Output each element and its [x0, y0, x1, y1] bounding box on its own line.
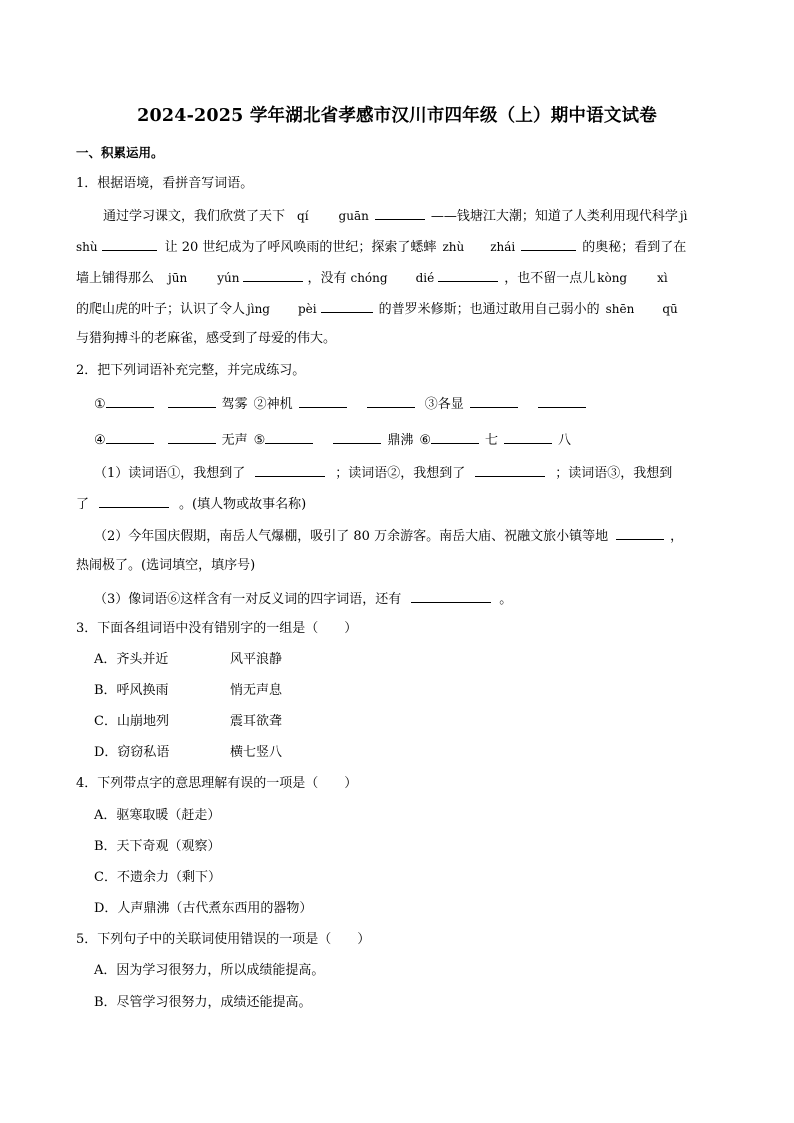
- pinyin: xì: [657, 271, 668, 285]
- word-number: ①: [94, 397, 106, 412]
- answer-blank[interactable]: [168, 393, 216, 408]
- answer-blank[interactable]: [470, 393, 518, 408]
- option-label: D．窃窃私语: [94, 745, 170, 760]
- pinyin: pèi: [297, 302, 317, 316]
- question-1-line-4: [76, 298, 678, 320]
- pinyin: kòng: [597, 271, 628, 285]
- answer-blank[interactable]: [106, 393, 154, 408]
- word-text: 驾雾: [221, 397, 248, 412]
- pinyin: shù: [76, 240, 98, 254]
- option-label: A．齐头并近: [94, 652, 169, 667]
- question-3-option-c[interactable]: [94, 712, 282, 732]
- question-1-line-3: [76, 267, 668, 289]
- option-label: C．山崩地列: [94, 714, 169, 729]
- pinyin: zhù: [442, 240, 465, 254]
- text-segment: 让 20 世纪成为了呼风唤雨的世纪；探索了蟋蟀: [164, 240, 437, 255]
- question-1-stem: 1．根据语境，看拼音写词语。: [76, 176, 254, 191]
- pinyin: qū: [662, 302, 678, 316]
- text-segment: （2）今年国庆假期，南岳人气爆棚，吸引了 80 万余游客。南岳大庙、祝融文旅小镇等地: [94, 529, 609, 544]
- pinyin: jìng: [247, 302, 270, 316]
- option-word: 悄无声息: [230, 683, 283, 698]
- text-segment: 。(填人物或故事名称): [179, 497, 307, 512]
- answer-blank[interactable]: [102, 236, 157, 251]
- answer-blank[interactable]: [504, 429, 552, 444]
- question-3-option-b[interactable]: [94, 681, 282, 701]
- pinyin: chóng: [350, 271, 388, 285]
- question-4-option-a[interactable]: A．驱寒取暖（赶走）: [94, 808, 221, 823]
- pinyin: qí: [297, 209, 309, 223]
- pinyin: zhái: [490, 240, 516, 254]
- question-4-option-c[interactable]: C．不遗余力（剩下）: [94, 870, 221, 885]
- text-segment: ，没有: [307, 271, 347, 286]
- section-heading: 一、积累运用。: [76, 145, 164, 160]
- text-segment: （1）读词语①，我想到了: [94, 466, 246, 481]
- question-2-row-2: [94, 429, 571, 451]
- question-2-row-1: [94, 393, 586, 415]
- answer-blank[interactable]: [333, 429, 381, 444]
- question-2-sub-3: [94, 588, 512, 610]
- question-4-stem: 4．下列带点字的意思理解有误的一项是（ ）: [76, 776, 358, 791]
- page-title: 2024-2025 学年湖北省孝感市汉川市四年级（上）期中语文试卷: [137, 106, 657, 126]
- option-word: 风平浪静: [230, 652, 283, 667]
- word-text: 鼎沸: [387, 433, 414, 448]
- pinyin: shēn: [605, 302, 635, 316]
- word-text: 八: [558, 433, 572, 448]
- pinyin: guān: [338, 209, 369, 223]
- answer-blank[interactable]: [367, 393, 415, 408]
- answer-blank[interactable]: [475, 462, 545, 477]
- text-segment: ，: [670, 529, 684, 544]
- pinyin: yún: [217, 271, 240, 285]
- question-1-line-1: [103, 205, 687, 227]
- text-segment: ，也不留一点儿: [504, 271, 596, 286]
- question-4-option-b[interactable]: B．天下奇观（观察）: [94, 839, 221, 854]
- word-text: ②神机: [253, 397, 293, 412]
- question-2-sub-2-cont: 热闹极了。(选词填空，填序号): [76, 558, 256, 573]
- question-1-line-2: [76, 236, 686, 258]
- text-segment: ；读词语②，我想到了: [335, 466, 466, 481]
- question-3-option-a[interactable]: [94, 650, 282, 670]
- answer-blank[interactable]: [375, 205, 425, 220]
- word-text: 七: [485, 433, 499, 448]
- question-2-sub-1: [94, 462, 672, 484]
- text-segment: 。: [499, 592, 513, 607]
- pinyin: jūn: [168, 271, 188, 285]
- text-segment: 通过学习课文，我们欣赏了天下: [103, 209, 286, 224]
- question-4-option-d[interactable]: D．人声鼎沸（古代煮东西用的器物）: [94, 901, 313, 916]
- answer-blank[interactable]: [521, 236, 576, 251]
- answer-blank[interactable]: [255, 462, 325, 477]
- text-segment: 的奥秘；看到了在: [582, 240, 687, 255]
- word-number: ⑤: [253, 433, 266, 448]
- option-word: 横七竖八: [230, 745, 283, 760]
- text-segment: ——钱塘江大潮；知道了人类利用现代科学: [430, 209, 678, 224]
- answer-blank[interactable]: [265, 429, 313, 444]
- answer-blank[interactable]: [438, 267, 498, 282]
- answer-blank[interactable]: [99, 493, 169, 508]
- text-segment: 的爬山虎的叶子；认识了令人: [76, 302, 246, 317]
- text-segment: 墙上铺得那么: [76, 271, 155, 286]
- question-2-stem: 2．把下列词语补充完整，并完成练习。: [76, 363, 306, 378]
- word-number: ⑥: [419, 433, 431, 448]
- answer-blank[interactable]: [243, 267, 303, 282]
- question-2-sub-2: [94, 525, 683, 547]
- answer-blank[interactable]: [299, 393, 347, 408]
- answer-blank[interactable]: [411, 588, 491, 603]
- answer-blank[interactable]: [616, 525, 664, 540]
- pinyin: jì: [679, 209, 688, 223]
- text-segment: 了: [76, 497, 90, 512]
- question-3-stem: 3．下面各组词语中没有错别字的一组是（ ）: [76, 621, 358, 636]
- text-segment: （3）像词语⑥这样含有一对反义词的四字词语，还有: [94, 592, 402, 607]
- text-segment: ；读词语③，我想到: [555, 466, 673, 481]
- answer-blank[interactable]: [431, 429, 479, 444]
- pinyin: dié: [415, 271, 435, 285]
- question-1-line-5: 与猎狗搏斗的老麻雀，感受到了母爱的伟大。: [76, 331, 337, 346]
- question-2-sub-1-cont: [76, 493, 306, 515]
- question-5-option-a[interactable]: A．因为学习很努力，所以成绩能提高。: [94, 963, 325, 978]
- answer-blank[interactable]: [538, 393, 586, 408]
- answer-blank[interactable]: [106, 429, 154, 444]
- word-text: 无声: [221, 433, 248, 448]
- text-segment: 的普罗米修斯；也通过敢用自己弱小的: [378, 302, 600, 317]
- word-number: ④: [94, 433, 106, 448]
- answer-blank[interactable]: [168, 429, 216, 444]
- word-text: ③各显: [424, 397, 464, 412]
- option-label: B．呼风换雨: [94, 683, 169, 698]
- answer-blank[interactable]: [321, 298, 373, 313]
- question-5-stem: 5．下列句子中的关联词使用错误的一项是（ ）: [76, 932, 371, 947]
- question-3-option-d[interactable]: [94, 743, 282, 763]
- option-word: 震耳欲聋: [230, 714, 283, 729]
- question-5-option-b[interactable]: B．尽管学习很努力，成绩还能提高。: [94, 995, 312, 1010]
